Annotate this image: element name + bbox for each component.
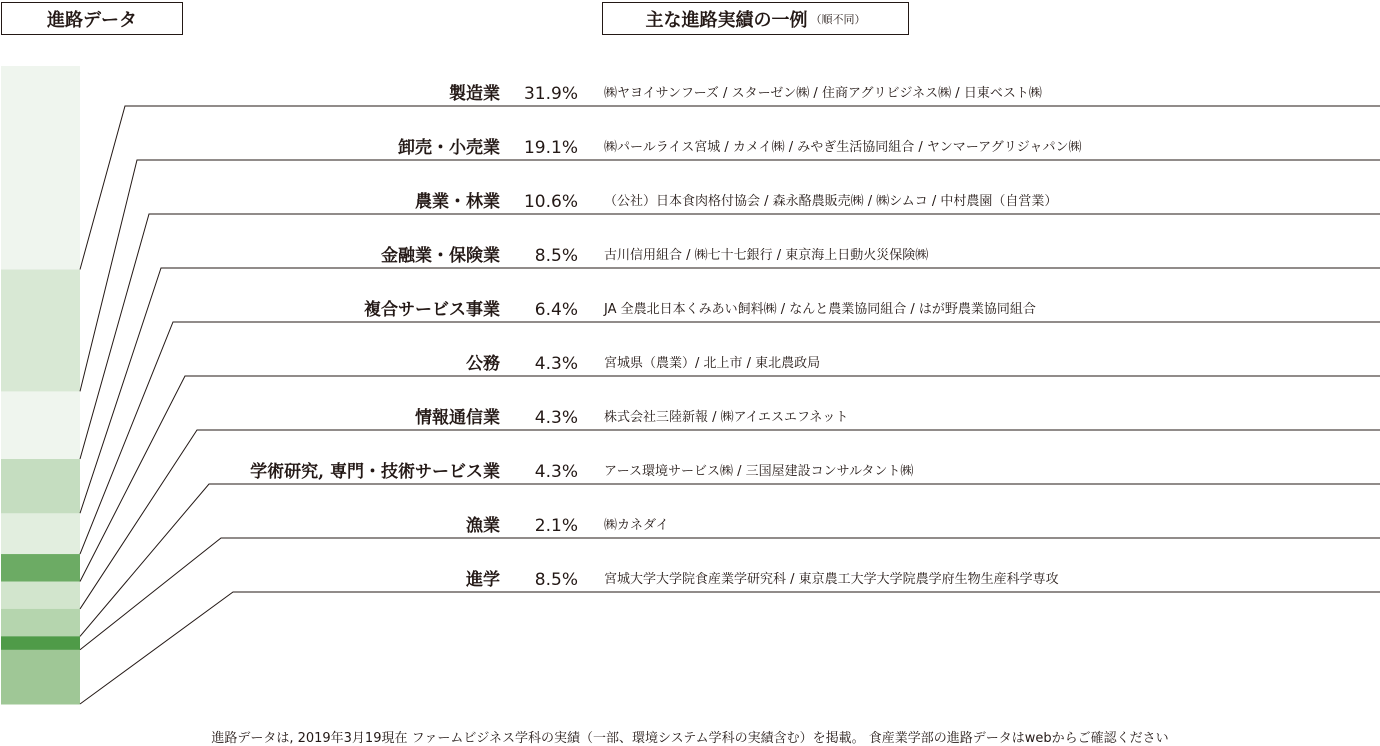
example-text: JA 全農北日本くみあい飼料㈱ / なんと農業協同組合 / はが野農業協同組合 (604, 302, 1036, 317)
category-label: 農業・林業 (415, 192, 500, 212)
bar-segment (1, 650, 80, 705)
examples-title: 主な進路実績の一例 (645, 9, 808, 31)
category-label: 卸売・小売業 (398, 138, 500, 158)
example-text: （公社）日本食肉格付協会 / 森永酪農販売㈱ / ㈱シムコ / 中村農園（自営業） (604, 194, 1058, 209)
bar-segment (1, 582, 80, 610)
bar-segment (1, 270, 80, 392)
leader-line (80, 106, 1380, 270)
percent-label: 31.9% (523, 84, 578, 104)
chart-title: 進路データ (47, 9, 137, 31)
footer-note: 進路データは, 2019年3月19現在 ファームビジネス学科の実績（一部、環境システム学科の実績含む）を掲載。 食産業学部の進路データはwebからご確認ください (211, 731, 1169, 746)
bar-segment (1, 66, 80, 270)
percent-label: 2.1% (534, 516, 578, 536)
bar-segment (1, 636, 80, 650)
leader-line (80, 538, 1380, 650)
bar-segment (1, 609, 80, 637)
percent-label: 8.5% (534, 246, 578, 266)
category-label: 情報通信業 (415, 408, 500, 428)
category-label: 金融業・保険業 (381, 246, 500, 266)
category-label: 製造業 (449, 84, 500, 104)
percent-label: 6.4% (534, 300, 578, 320)
example-text: 古川信用組合 / ㈱七十七銀行 / 東京海上日動火災保険㈱ (604, 248, 929, 263)
percent-label: 8.5% (534, 570, 578, 590)
example-text: ㈱カネダイ (604, 518, 669, 533)
category-label: 進学 (466, 570, 500, 590)
example-text: アース環境サービス㈱ / 三国屋建設コンサルタント㈱ (604, 464, 914, 479)
percent-label: 4.3% (534, 462, 578, 482)
example-text: 宮城県（農業）/ 北上市 / 東北農政局 (604, 356, 821, 371)
examples-title-note: （順不同） (810, 12, 866, 26)
bar-segment (1, 459, 80, 514)
percent-label: 4.3% (534, 408, 578, 428)
category-label: 公務 (466, 354, 500, 374)
example-text: ㈱パールライス宮城 / カメイ㈱ / みやぎ生活協同組合 / ヤンマーアグリジャパン㈱ (604, 140, 1082, 155)
category-label: 複合サービス事業 (364, 300, 500, 320)
category-label: 学術研究, 専門・技術サービス業 (250, 462, 500, 482)
bar-segment (1, 554, 80, 582)
percent-label: 19.1% (523, 138, 578, 158)
bar-segment (1, 391, 80, 459)
leader-line (80, 592, 1380, 704)
example-text: 宮城大学大学院食産業学研究科 / 東京農工大学大学院農学府生物生産科学専攻 (604, 572, 1059, 587)
percent-label: 10.6% (523, 192, 578, 212)
example-text: ㈱ヤヨイサンフーズ / スターゼン㈱ / 住商アグリビジネス㈱ / 日東ベスト㈱ (604, 86, 1042, 101)
bar-segment (1, 513, 80, 554)
example-text: 株式会社三陸新報 / ㈱アイエスエフネット (604, 410, 849, 425)
category-label: 漁業 (466, 516, 500, 536)
percent-label: 4.3% (534, 354, 578, 374)
leader-line (80, 484, 1380, 636)
